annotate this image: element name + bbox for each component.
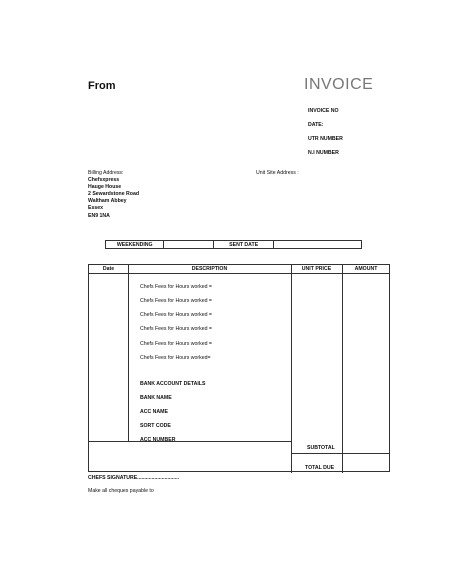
lines-bottom-divider (89, 441, 291, 442)
chefs-signature-label: CHEFS SIGNATURE............................. (88, 475, 179, 481)
billing-line: Essex (88, 205, 104, 212)
bank-account-details-label: BANK ACCOUNT DETAILS (140, 381, 206, 387)
weekending-value[interactable] (164, 241, 214, 249)
billing-address-label: Billing Address: (88, 170, 124, 176)
billing-address (88, 170, 139, 220)
cheques-payable-label: Make all cheques payable to (88, 488, 154, 494)
column-unit-price: UNIT PRICE (301, 266, 332, 272)
sent-date-value[interactable] (274, 241, 362, 249)
billing-line: Hauge House (88, 184, 122, 191)
column-divider (128, 265, 129, 441)
line-item: Chefs Fees for Hours worked = (140, 341, 212, 347)
unit-site-address-label: Unit Site Address : (256, 170, 299, 176)
billing-line: Waltham Abbey (88, 198, 127, 205)
column-divider (291, 265, 292, 473)
sort-code-label: SORT CODE (140, 423, 171, 429)
billing-line: EN9 1NA (88, 212, 110, 219)
date-label: DATE: (308, 122, 324, 128)
column-divider (342, 265, 343, 473)
line-item: Chefs Fees for Hours worked = (140, 298, 212, 304)
column-description: DESCRIPTION (191, 266, 228, 272)
invoice-title: INVOICE (304, 76, 374, 93)
billing-line: Chefsxpress (88, 177, 120, 184)
column-date: Date (102, 266, 115, 272)
ni-number-label: N.I NUMBER (308, 150, 339, 156)
line-item: Chefs Fees for Hours worked = (140, 312, 212, 318)
utr-number-label: UTR NUMBER (308, 136, 343, 142)
invoice-lines-box (88, 264, 390, 472)
invoice-no-label: INVOICE NO (308, 108, 339, 114)
acc-name-label: ACC NAME (140, 409, 168, 415)
acc-number-label: ACC NUMBER (140, 437, 176, 443)
subtotal-label: SUBTOTAL (307, 445, 335, 451)
sent-date-label: SENT DATE (214, 241, 274, 249)
column-amount: AMOUNT (354, 266, 378, 272)
subtotal-divider (291, 453, 390, 454)
line-item: Chefs Fees for Hours worked= (140, 355, 211, 361)
header-divider (89, 273, 390, 274)
line-item: Chefs Fees for Hours worked = (140, 284, 212, 290)
weekending-table (105, 240, 362, 249)
total-due-label: TOTAL DUE (305, 465, 335, 471)
line-item: Chefs Fees for Hours worked = (140, 326, 212, 332)
bank-name-label: BANK NAME (140, 395, 172, 401)
from-label: From (88, 80, 116, 92)
billing-line: 2 Sewardstone Road (88, 191, 140, 198)
weekending-label: WEEKENDING (106, 241, 164, 249)
